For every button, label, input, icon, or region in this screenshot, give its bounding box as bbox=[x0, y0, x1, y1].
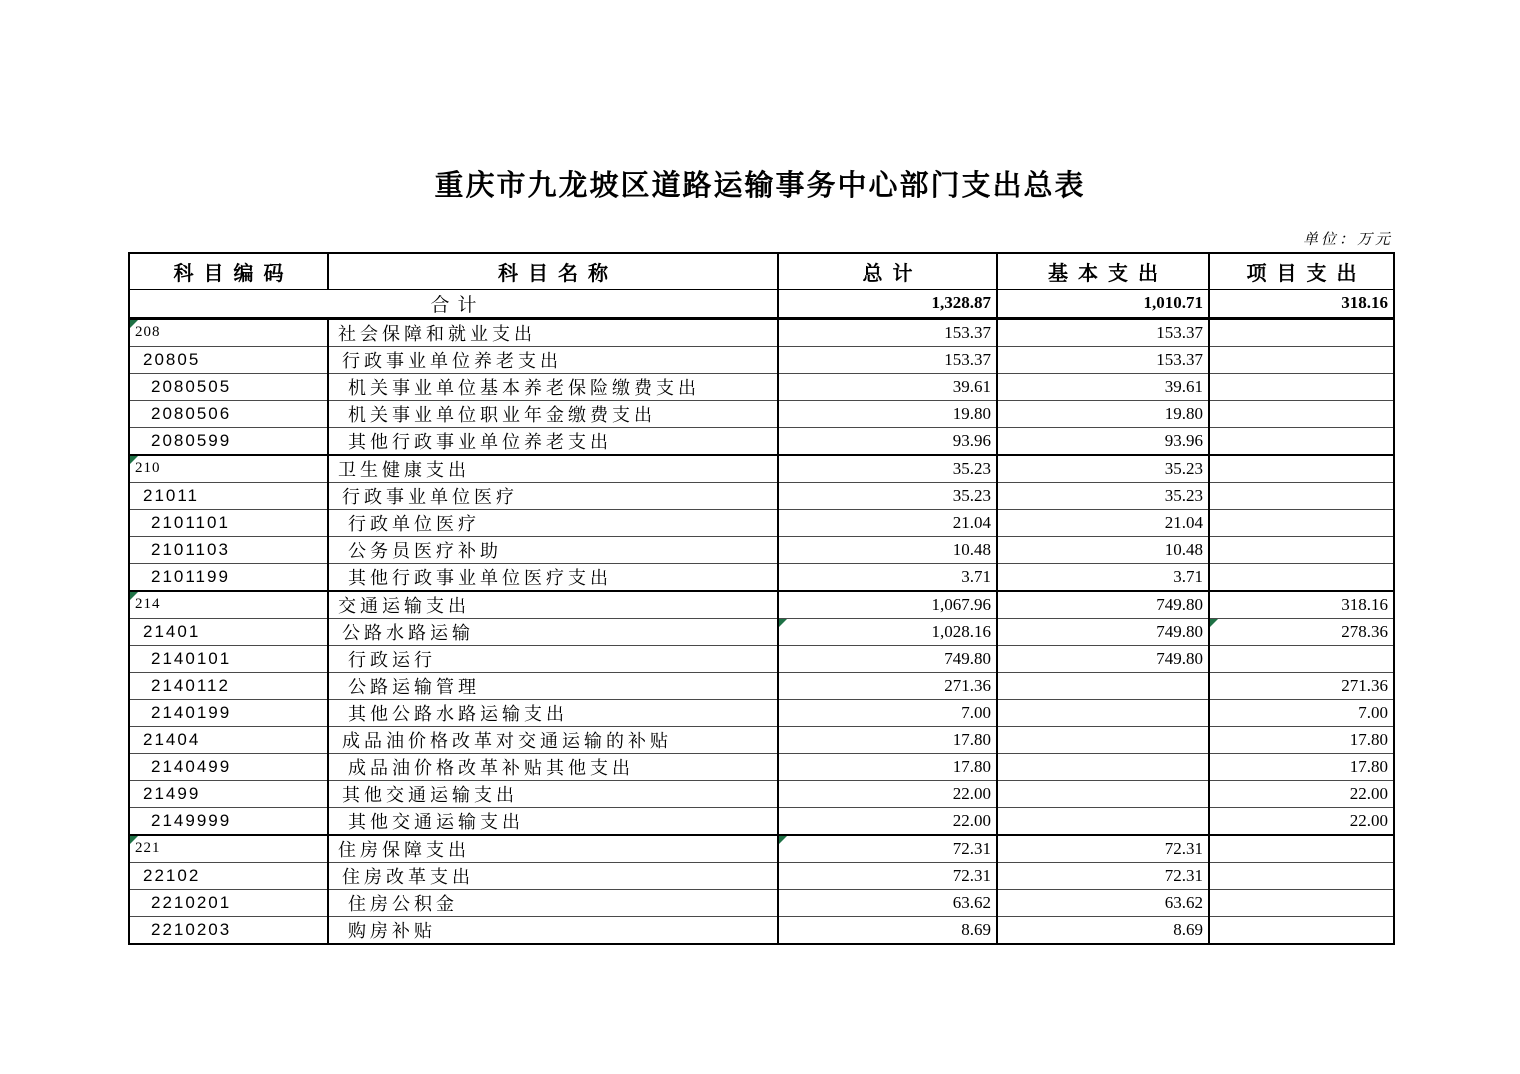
subject-code-cell: 210 bbox=[129, 455, 328, 483]
basic-expense-cell: 72.31 bbox=[997, 835, 1209, 863]
error-marker-icon bbox=[130, 592, 138, 600]
subject-code-cell: 208 bbox=[129, 318, 328, 346]
table-row bbox=[129, 346, 1394, 373]
subject-code-cell: 2149999 bbox=[129, 807, 328, 835]
subject-code-cell: 221 bbox=[129, 835, 328, 863]
project-expense-cell: 22.00 bbox=[1209, 780, 1394, 807]
subject-code-cell: 214 bbox=[129, 591, 328, 619]
basic-expense-cell bbox=[997, 780, 1209, 807]
table-row bbox=[129, 618, 1394, 645]
col-header-subject-code: 科目编码 bbox=[129, 253, 328, 289]
basic-expense-cell bbox=[997, 753, 1209, 780]
project-expense-cell bbox=[1209, 536, 1394, 563]
col-header-subject-name: 科目名称 bbox=[328, 253, 778, 289]
total-value-cell: 17.80 bbox=[778, 726, 997, 753]
subject-code-cell: 20805 bbox=[129, 346, 328, 373]
basic-expense-cell: 72.31 bbox=[997, 862, 1209, 889]
table-row bbox=[129, 835, 1394, 863]
project-expense-cell bbox=[1209, 373, 1394, 400]
subject-name-cell: 住房保障支出 bbox=[328, 835, 778, 863]
project-expense-cell bbox=[1209, 346, 1394, 373]
total-value-cell: 153.37 bbox=[778, 346, 997, 373]
summary-row bbox=[129, 289, 1394, 318]
total-value-cell: 22.00 bbox=[778, 807, 997, 835]
project-expense-cell bbox=[1209, 455, 1394, 483]
table-row bbox=[129, 591, 1394, 619]
col-header-project-expense: 项目支出 bbox=[1209, 253, 1394, 289]
total-value-cell: 17.80 bbox=[778, 753, 997, 780]
unit-note: 单位：万元 bbox=[1302, 232, 1393, 248]
subject-code-cell: 2080506 bbox=[129, 400, 328, 427]
basic-expense-cell: 35.23 bbox=[997, 482, 1209, 509]
table-row bbox=[129, 645, 1394, 672]
subject-name-cell: 机关事业单位职业年金缴费支出 bbox=[328, 400, 778, 427]
subject-code-cell: 2140199 bbox=[129, 699, 328, 726]
subject-name-cell: 机关事业单位基本养老保险缴费支出 bbox=[328, 373, 778, 400]
table-row bbox=[129, 780, 1394, 807]
subject-name-cell: 其他交通运输支出 bbox=[328, 780, 778, 807]
table-row bbox=[129, 455, 1394, 483]
subject-name-cell: 成品油价格改革对交通运输的补贴 bbox=[328, 726, 778, 753]
total-value-cell: 1,028.16 bbox=[778, 618, 997, 645]
total-value-cell: 10.48 bbox=[778, 536, 997, 563]
subject-name-cell: 其他行政事业单位医疗支出 bbox=[328, 563, 778, 591]
table-header-row bbox=[129, 253, 1394, 289]
project-expense-cell: 278.36 bbox=[1209, 618, 1394, 645]
table-row bbox=[129, 807, 1394, 835]
table-row bbox=[129, 753, 1394, 780]
subject-name-cell: 公务员医疗补助 bbox=[328, 536, 778, 563]
table-row bbox=[129, 862, 1394, 889]
project-expense-cell: 22.00 bbox=[1209, 807, 1394, 835]
project-expense-cell: 7.00 bbox=[1209, 699, 1394, 726]
total-value-cell: 63.62 bbox=[778, 889, 997, 916]
error-marker-icon bbox=[130, 836, 138, 844]
table-row bbox=[129, 373, 1394, 400]
subject-code-cell: 21404 bbox=[129, 726, 328, 753]
error-marker-icon bbox=[130, 320, 138, 328]
subject-name-cell: 交通运输支出 bbox=[328, 591, 778, 619]
total-value-cell: 72.31 bbox=[778, 835, 997, 863]
table-row bbox=[129, 726, 1394, 753]
basic-expense-cell: 153.37 bbox=[997, 346, 1209, 373]
total-value-cell: 749.80 bbox=[778, 645, 997, 672]
basic-expense-cell: 749.80 bbox=[997, 618, 1209, 645]
total-value-cell: 21.04 bbox=[778, 509, 997, 536]
table-row bbox=[129, 889, 1394, 916]
error-marker-icon bbox=[1210, 619, 1218, 627]
basic-expense-cell: 93.96 bbox=[997, 427, 1209, 455]
subject-code-cell: 2140101 bbox=[129, 645, 328, 672]
table-row bbox=[129, 400, 1394, 427]
total-value-cell: 39.61 bbox=[778, 373, 997, 400]
project-expense-cell bbox=[1209, 509, 1394, 536]
table-row bbox=[129, 699, 1394, 726]
project-expense-cell bbox=[1209, 645, 1394, 672]
subject-name-cell: 其他公路水路运输支出 bbox=[328, 699, 778, 726]
project-expense-cell bbox=[1209, 835, 1394, 863]
subject-code-cell: 21011 bbox=[129, 482, 328, 509]
table-row bbox=[129, 482, 1394, 509]
subject-name-cell: 购房补贴 bbox=[328, 916, 778, 944]
basic-expense-cell: 63.62 bbox=[997, 889, 1209, 916]
subject-code-cell: 2140112 bbox=[129, 672, 328, 699]
total-value-cell: 72.31 bbox=[778, 862, 997, 889]
summary-project-cell: 318.16 bbox=[1209, 289, 1394, 318]
table-row bbox=[129, 318, 1394, 346]
subject-code-cell: 21401 bbox=[129, 618, 328, 645]
subject-code-cell: 2101103 bbox=[129, 536, 328, 563]
table-row bbox=[129, 509, 1394, 536]
total-value-cell: 153.37 bbox=[778, 318, 997, 346]
basic-expense-cell bbox=[997, 672, 1209, 699]
subject-name-cell: 行政事业单位养老支出 bbox=[328, 346, 778, 373]
basic-expense-cell: 35.23 bbox=[997, 455, 1209, 483]
total-value-cell: 1,067.96 bbox=[778, 591, 997, 619]
total-value-cell: 35.23 bbox=[778, 455, 997, 483]
subject-code-cell: 2101199 bbox=[129, 563, 328, 591]
basic-expense-cell: 8.69 bbox=[997, 916, 1209, 944]
total-value-cell: 22.00 bbox=[778, 780, 997, 807]
basic-expense-cell: 10.48 bbox=[997, 536, 1209, 563]
subject-code-cell: 2140499 bbox=[129, 753, 328, 780]
table-row bbox=[129, 563, 1394, 591]
basic-expense-cell: 3.71 bbox=[997, 563, 1209, 591]
summary-total-cell: 1,328.87 bbox=[778, 289, 997, 318]
project-expense-cell bbox=[1209, 318, 1394, 346]
subject-name-cell: 其他行政事业单位养老支出 bbox=[328, 427, 778, 455]
project-expense-cell bbox=[1209, 889, 1394, 916]
subject-code-cell: 2080599 bbox=[129, 427, 328, 455]
basic-expense-cell bbox=[997, 726, 1209, 753]
basic-expense-cell: 749.80 bbox=[997, 645, 1209, 672]
expenditure-summary-table bbox=[128, 252, 1395, 945]
subject-name-cell: 住房改革支出 bbox=[328, 862, 778, 889]
basic-expense-cell bbox=[997, 807, 1209, 835]
project-expense-cell bbox=[1209, 400, 1394, 427]
basic-expense-cell: 21.04 bbox=[997, 509, 1209, 536]
subject-name-cell: 行政事业单位医疗 bbox=[328, 482, 778, 509]
project-expense-cell bbox=[1209, 563, 1394, 591]
basic-expense-cell bbox=[997, 699, 1209, 726]
total-value-cell: 93.96 bbox=[778, 427, 997, 455]
subject-name-cell: 行政单位医疗 bbox=[328, 509, 778, 536]
table-row bbox=[129, 536, 1394, 563]
project-expense-cell: 17.80 bbox=[1209, 753, 1394, 780]
subject-code-cell: 2080505 bbox=[129, 373, 328, 400]
basic-expense-cell: 39.61 bbox=[997, 373, 1209, 400]
total-value-cell: 271.36 bbox=[778, 672, 997, 699]
subject-code-cell: 21499 bbox=[129, 780, 328, 807]
project-expense-cell bbox=[1209, 916, 1394, 944]
project-expense-cell: 271.36 bbox=[1209, 672, 1394, 699]
table-row bbox=[129, 672, 1394, 699]
project-expense-cell bbox=[1209, 482, 1394, 509]
subject-code-cell: 2101101 bbox=[129, 509, 328, 536]
summary-label: 合计 bbox=[129, 289, 778, 318]
total-value-cell: 8.69 bbox=[778, 916, 997, 944]
col-header-basic-expense: 基本支出 bbox=[997, 253, 1209, 289]
subject-name-cell: 社会保障和就业支出 bbox=[328, 318, 778, 346]
page-title: 重庆市九龙坡区道路运输事务中心部门支出总表 bbox=[434, 170, 1086, 202]
project-expense-cell: 318.16 bbox=[1209, 591, 1394, 619]
error-marker-icon bbox=[779, 836, 787, 844]
subject-name-cell: 住房公积金 bbox=[328, 889, 778, 916]
basic-expense-cell: 749.80 bbox=[997, 591, 1209, 619]
total-value-cell: 35.23 bbox=[778, 482, 997, 509]
table-row bbox=[129, 916, 1394, 944]
table-row bbox=[129, 427, 1394, 455]
basic-expense-cell: 153.37 bbox=[997, 318, 1209, 346]
basic-expense-cell: 19.80 bbox=[997, 400, 1209, 427]
subject-name-cell: 行政运行 bbox=[328, 645, 778, 672]
subject-name-cell: 卫生健康支出 bbox=[328, 455, 778, 483]
subject-code-cell: 22102 bbox=[129, 862, 328, 889]
error-marker-icon bbox=[130, 456, 138, 464]
subject-code-cell: 2210203 bbox=[129, 916, 328, 944]
project-expense-cell: 17.80 bbox=[1209, 726, 1394, 753]
total-value-cell: 3.71 bbox=[778, 563, 997, 591]
subject-code-cell: 2210201 bbox=[129, 889, 328, 916]
total-value-cell: 7.00 bbox=[778, 699, 997, 726]
project-expense-cell bbox=[1209, 427, 1394, 455]
col-header-total: 总计 bbox=[778, 253, 997, 289]
subject-name-cell: 公路水路运输 bbox=[328, 618, 778, 645]
summary-basic-cell: 1,010.71 bbox=[997, 289, 1209, 318]
subject-name-cell: 公路运输管理 bbox=[328, 672, 778, 699]
error-marker-icon bbox=[779, 619, 787, 627]
subject-name-cell: 成品油价格改革补贴其他支出 bbox=[328, 753, 778, 780]
project-expense-cell bbox=[1209, 862, 1394, 889]
total-value-cell: 19.80 bbox=[778, 400, 997, 427]
subject-name-cell: 其他交通运输支出 bbox=[328, 807, 778, 835]
